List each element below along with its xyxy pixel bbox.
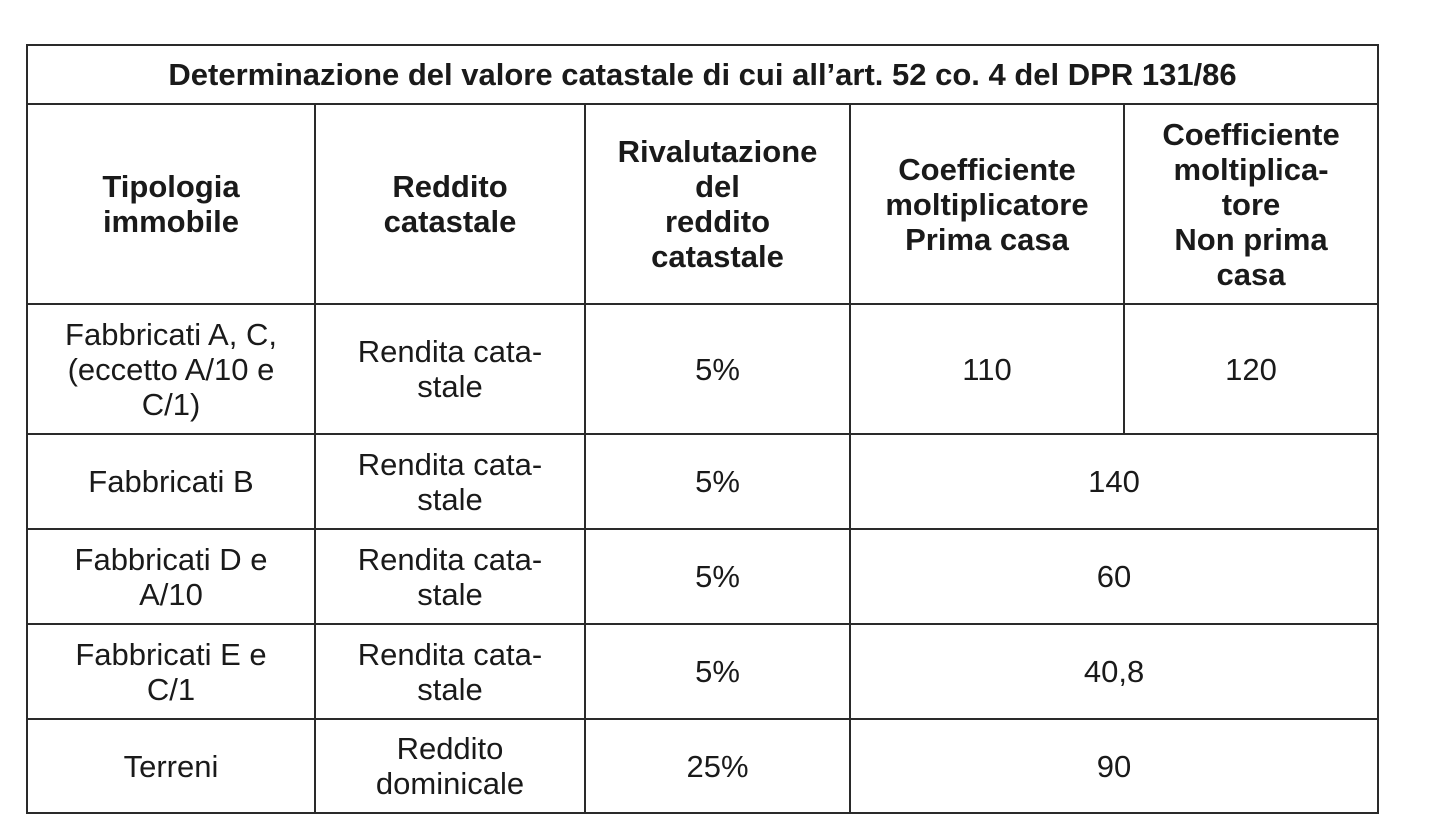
cell-reddito: Reddito dominicale — [315, 719, 585, 813]
cell-rivalutazione: 5% — [585, 624, 850, 719]
cell-reddito: Rendita cata- stale — [315, 434, 585, 529]
header-rivalutazione: Rivalutazione del reddito catastale — [585, 104, 850, 304]
cell-reddito: Rendita cata- stale — [315, 304, 585, 434]
cell-coefficiente: 90 — [850, 719, 1378, 813]
cell-tipologia: Fabbricati B — [27, 434, 315, 529]
cell-rivalutazione: 5% — [585, 529, 850, 624]
cell-rivalutazione: 5% — [585, 434, 850, 529]
cell-rivalutazione: 5% — [585, 304, 850, 434]
table-row — [27, 304, 1378, 434]
header-prima-casa: Coefficiente moltiplicatore Prima casa — [850, 104, 1124, 304]
cell-reddito: Rendita cata- stale — [315, 529, 585, 624]
table-title: Determinazione del valore catastale di cui all’art. 52 co. 4 del DPR 131/86 — [27, 45, 1378, 104]
cell-prima-casa: 110 — [850, 304, 1124, 434]
valore-catastale-table — [26, 44, 1379, 814]
table-title-row — [27, 45, 1378, 104]
cell-non-prima-casa: 120 — [1124, 304, 1378, 434]
table-header-row — [27, 104, 1378, 304]
table-row — [27, 624, 1378, 719]
header-tipologia: Tipologia immobile — [27, 104, 315, 304]
cell-tipologia: Fabbricati A, C, (eccetto A/10 e C/1) — [27, 304, 315, 434]
table-row — [27, 719, 1378, 813]
cell-coefficiente: 60 — [850, 529, 1378, 624]
cell-reddito: Rendita cata- stale — [315, 624, 585, 719]
cell-rivalutazione: 25% — [585, 719, 850, 813]
cell-tipologia: Fabbricati D e A/10 — [27, 529, 315, 624]
cell-coefficiente: 140 — [850, 434, 1378, 529]
cell-coefficiente: 40,8 — [850, 624, 1378, 719]
cell-tipologia: Terreni — [27, 719, 315, 813]
table-row — [27, 434, 1378, 529]
header-reddito: Reddito catastale — [315, 104, 585, 304]
cell-tipologia: Fabbricati E e C/1 — [27, 624, 315, 719]
header-non-prima-casa: Coefficiente moltiplica- tore Non prima casa — [1124, 104, 1378, 304]
table-row — [27, 529, 1378, 624]
